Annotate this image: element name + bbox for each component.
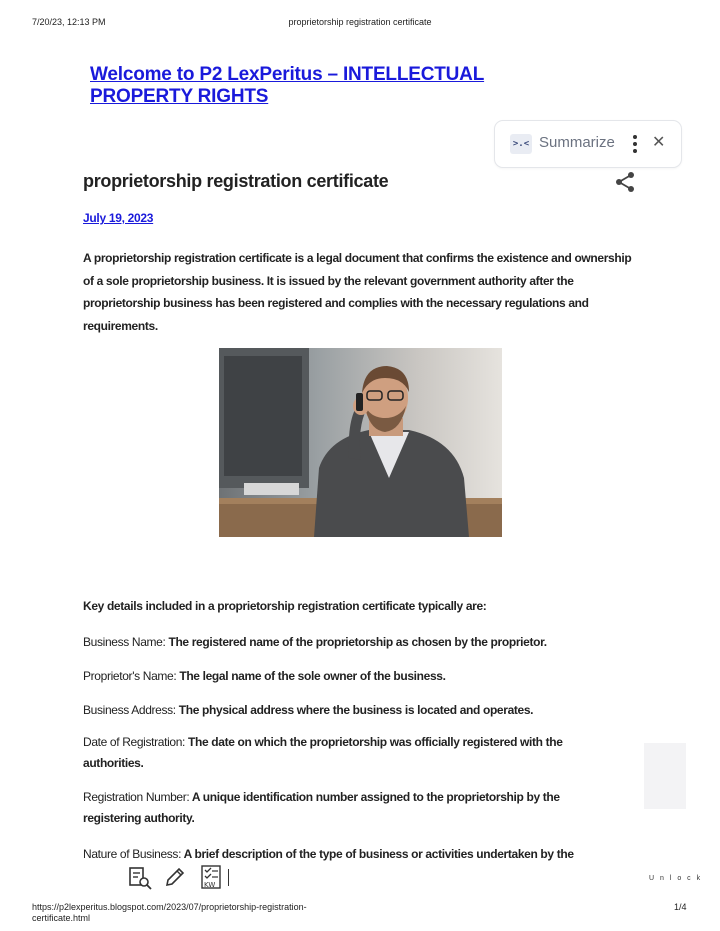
detail-text: A brief description of the type of business or activities undertaken by the bbox=[181, 847, 574, 861]
summarize-widget bbox=[494, 120, 682, 168]
detail-label: Proprietor's Name: bbox=[83, 669, 177, 683]
toolbar-divider bbox=[228, 869, 229, 886]
detail-label: Business Name: bbox=[83, 635, 166, 649]
detail-text: The legal name of the sole owner of the business. bbox=[176, 669, 446, 683]
summarize-logo-icon: >.< bbox=[510, 134, 532, 154]
detail-text: The registered name of the proprietorship as chosen by the proprietor. bbox=[165, 635, 547, 649]
print-header-datetime: 7/20/23, 12:13 PM bbox=[32, 17, 106, 27]
detail-label: Date of Registration: bbox=[83, 735, 186, 749]
post-title: proprietorship registration certificate bbox=[83, 171, 389, 191]
unlock-button[interactable]: U n l o c k bbox=[649, 875, 703, 882]
keyword-checklist-icon[interactable] bbox=[200, 865, 222, 889]
summarize-button[interactable]: Summarize bbox=[539, 134, 615, 151]
keyword-label: KW bbox=[204, 881, 216, 889]
close-icon[interactable]: ✕ bbox=[652, 134, 666, 151]
vertical-dots-icon[interactable] bbox=[632, 135, 638, 155]
print-footer-url: https://p2lexperitus.blogspot.com/2023/07/proprietorship-registration-certificate.html bbox=[32, 902, 307, 923]
detail-date-of-registration bbox=[83, 732, 613, 774]
detail-text: A unique identification number assigned to the proprietorship by the registering authority. bbox=[83, 790, 560, 825]
detail-label: Business Address: bbox=[83, 703, 176, 717]
detail-text: The physical address where the business is located and operates. bbox=[175, 703, 534, 717]
key-details-heading: Key details included in a proprietorship registration certificate typically are: bbox=[83, 599, 487, 613]
detail-text: The date on which the proprietorship was officially registered with the authorities. bbox=[83, 735, 563, 770]
side-overlay-panel bbox=[644, 743, 686, 809]
detail-nature-of-business bbox=[83, 844, 643, 865]
detail-label: Registration Number: bbox=[83, 790, 190, 804]
detail-proprietor-name bbox=[83, 666, 643, 687]
print-header-title: proprietorship registration certificate bbox=[288, 17, 432, 27]
post-intro: A proprietorship registration certificate is a legal document that confirms the existence and ownership of a sole proprietorship business. It is issued by the relevant government authority after the proprietorship business has been registered and complies with the necessary regulations and requirements. bbox=[83, 251, 632, 333]
print-footer-page: 1/4 bbox=[674, 902, 687, 912]
pencil-icon[interactable] bbox=[164, 866, 186, 888]
detail-business-name bbox=[83, 632, 643, 653]
businessman-phone-photo bbox=[219, 348, 502, 537]
site-title-link[interactable]: Welcome to P2 LexPeritus – INTELLECTUAL PROPERTY RIGHTS bbox=[90, 64, 485, 107]
detail-label: Nature of Business: bbox=[83, 847, 182, 861]
share-icon[interactable] bbox=[614, 171, 636, 193]
detail-business-address bbox=[83, 700, 643, 721]
bottom-toolbar bbox=[126, 865, 236, 891]
detail-registration-number bbox=[83, 787, 613, 829]
post-date-link[interactable]: July 19, 2023 bbox=[83, 211, 154, 225]
document-search-icon[interactable] bbox=[128, 866, 152, 890]
